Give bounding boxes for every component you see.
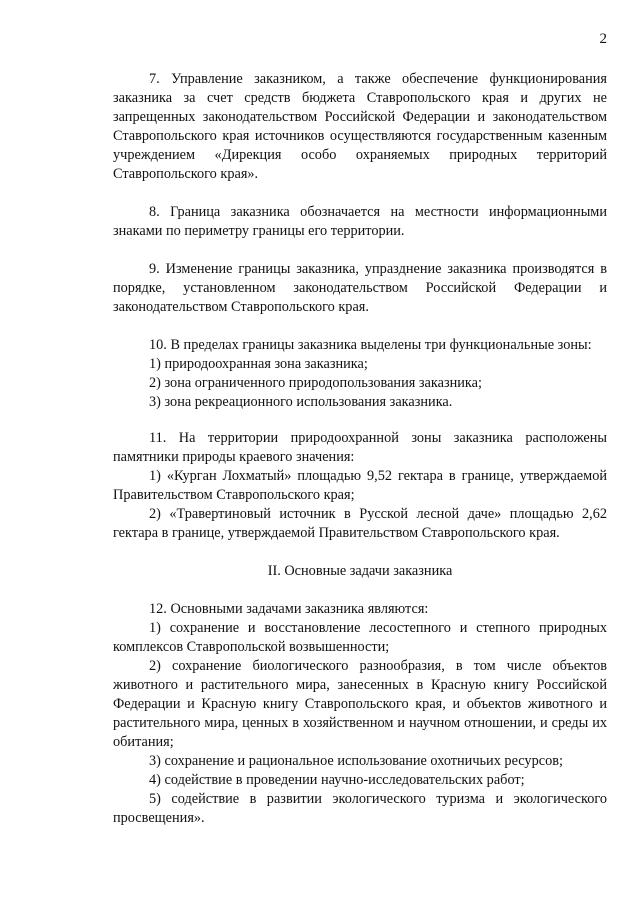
paragraph-12-item-2: 2) сохранение биологического разнообразия, в том числе объектов животного и растительного мира, занесенных в Красную книгу Российской Федерации и Красную книгу Ставропольского края, и объектов животного и растительного мира, ценных в хозяйственном и научном отношении, и среды их обитания;	[113, 658, 607, 750]
paragraph-7: 7. Управление заказником, а также обеспечение функционирования заказника за счет средств бюджета Ставропольского края и других не запрещенных законодательством Российской Федерации и законодательством Ставропольского края источников осуществляются государственным казенным учреждением «Дирекция особо охраняемых природных территорий Ставропольского края».	[113, 71, 607, 182]
paragraph-9: 9. Изменение границы заказника, упразднение заказника производятся в порядке, установленном законодательством Российской Федерации и законодательством Ставропольского края.	[113, 261, 607, 315]
document-body	[113, 70, 607, 828]
paragraph-10-item-2: 2) зона ограниченного природопользования заказника;	[149, 375, 482, 391]
paragraph-11: 11. На территории природоохранной зоны заказника расположены памятники природы краевого значения:	[113, 430, 607, 465]
section-title: II. Основные задачи заказника	[267, 563, 453, 579]
paragraph-12-item-1: 1) сохранение и восстановление лесостепного и степного природных комплексов Ставропольской возвышенности;	[113, 620, 607, 655]
paragraph-8: 8. Граница заказника обозначается на местности информационными знаками по периметру границы его территории.	[113, 204, 607, 239]
paragraph-12: 12. Основными задачами заказника являются:	[149, 601, 429, 617]
paragraph-10-item-1: 1) природоохранная зона заказника;	[149, 356, 368, 372]
paragraph-11-item-1: 1) «Курган Лохматый» площадью 9,52 гектара в границе, утверждаемой Правительством Ставропольского края;	[113, 468, 607, 503]
paragraph-12-item-3: 3) сохранение и рациональное использование охотничьих ресурсов;	[149, 753, 563, 769]
paragraph-12-item-5: 5) содействие в развитии экологического туризма и экологического просвещения».	[113, 791, 607, 826]
paragraph-10-item-3: 3) зона рекреационного использования заказника.	[149, 394, 453, 410]
paragraph-11-item-2: 2) «Травертиновый источник в Русской лесной даче» площадью 2,62 гектара в границе, утверждаемой Правительством Ставропольского края.	[113, 506, 607, 541]
page-number: 2	[599, 31, 607, 47]
paragraph-12-item-4: 4) содействие в проведении научно-исследовательских работ;	[149, 772, 525, 788]
paragraph-10: 10. В пределах границы заказника выделены три функциональные зоны:	[149, 337, 592, 353]
